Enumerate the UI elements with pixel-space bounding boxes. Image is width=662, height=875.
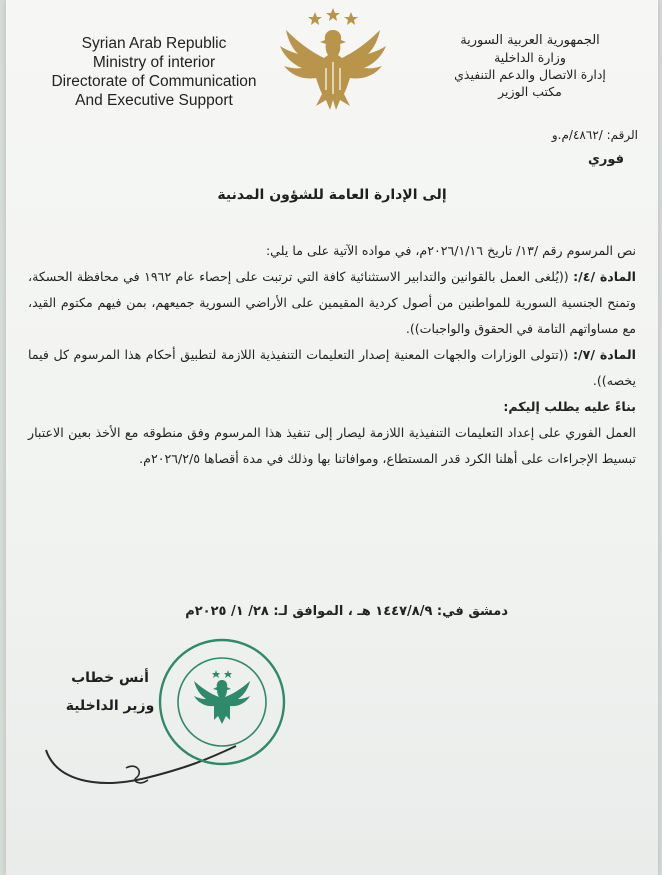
header-arabic <box>430 32 630 100</box>
header-en-line4: And Executive Support <box>75 92 233 109</box>
intro-paragraph: نص المرسوم رقم /١٣/ تاريخ ٢٠٢٦/١/١٦م، في مواده الآتية على ما يلي: <box>265 243 636 258</box>
article-4-label: المادة /٤/: <box>573 269 636 284</box>
document-page <box>6 0 658 875</box>
signature-block <box>40 664 180 720</box>
header-ar-line1: الجمهورية العربية السورية <box>460 33 600 48</box>
article-7-text: ((تتولى الوزارات والجهات المعنية إصدار التعليمات التنفيذية اللازمة لتطبيق أحكام هذا المرسوم كل فيما يخصه)). <box>28 347 636 388</box>
header-ar-line4: مكتب الوزير <box>498 84 562 99</box>
request-label: بناءً عليه يطلب إليكم: <box>503 399 636 414</box>
header-en-line2: Ministry of interior <box>92 54 216 71</box>
eagle-emblem-icon <box>268 6 398 116</box>
reference-number: الرقم: /٤٨٦٢/م.و <box>551 128 638 142</box>
signatory-title: وزير الداخلية <box>65 698 155 714</box>
signatory-name: أنس خطاب <box>71 670 149 686</box>
header-en-line3: Directorate of Communication <box>51 73 257 90</box>
article-7-label: المادة /٧/: <box>573 347 636 362</box>
article-7 <box>28 342 636 394</box>
article-4 <box>28 264 636 342</box>
header-english <box>44 34 264 110</box>
urgent-label: فوري <box>587 152 624 167</box>
request-paragraph: العمل الفوري على إعداد التعليمات التنفيذية اللازمة ليصار إلى تنفيذ هذا المرسوم وفق منطوقه مع الأخذ بعين الاعتبار تبسيط الإجراءات على أهلنا الكرد قدر المستطاع، وموافاتنا بها وذلك في مدة أقصاها ٢٠٢٦/٢/٥م. <box>28 425 636 466</box>
letter-body <box>28 238 636 472</box>
date-line: دمشق في: ١٤٤٧/٨/٩ هـ ، الموافق لـ: ٢٨/ ١/ ٢٠٢٥م <box>185 604 508 619</box>
article-4-text: ((يُلغى العمل بالقوانين والتدابير الاستثنائية كافة التي ترتبت على إحصاء عام ١٩٦٢ في محافظة الحسكة، وتمنح الجنسية السورية للمواطنين من أصول كردية المقيمين على الأراضي السورية جميعهم، بمن فيهم مكتوم القيد، مع مساواتهم التامة في الحقوق والواجبات)). <box>28 269 636 336</box>
addressee-title: إلى الإدارة العامة للشؤون المدنية <box>217 187 447 203</box>
header-en-line1: Syrian Arab Republic <box>81 35 227 52</box>
header-ar-line3: إدارة الاتصال والدعم التنفيذي <box>454 67 606 82</box>
header-ar-line2: وزارة الداخلية <box>494 50 566 65</box>
